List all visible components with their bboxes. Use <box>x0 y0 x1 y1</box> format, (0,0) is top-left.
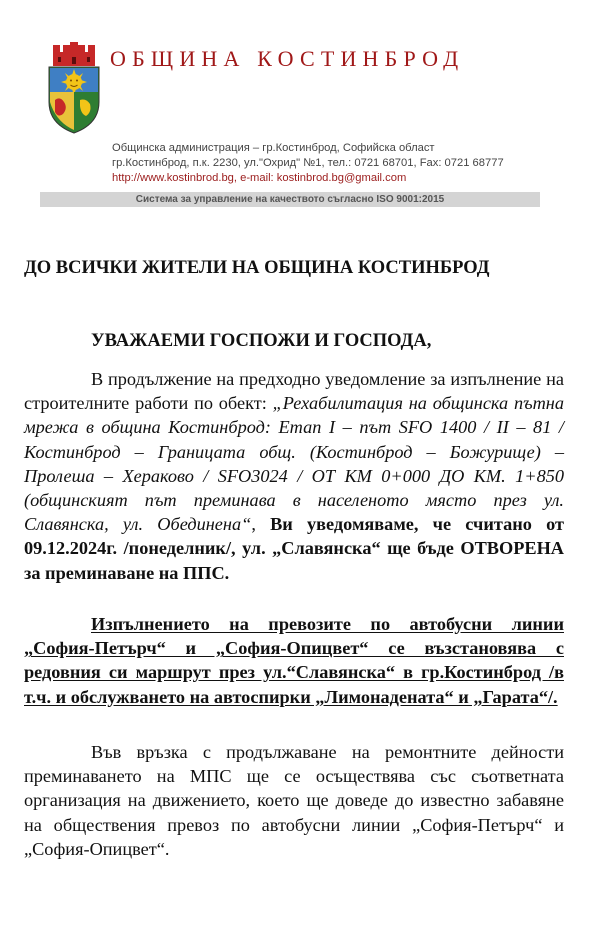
paragraph-intro: В продължение на предходно уведомление за изпълнение на строителните работи по обект: <box>24 369 564 414</box>
municipality-title: ОБЩИНА КОСТИНБРОД <box>110 46 465 71</box>
paragraph-bus-lines: Изпълнението на превозите по автобусни линии „София-Петърч“ и „София-Опицвет“ се възстановява с редовния си маршрут през ул.“Славянска“ в гр.Костинброд /в т.ч. и обслужването на автоспирки „Лимонадената“ и „Гарата“/. <box>24 614 564 707</box>
salutation: УВАЖАЕМИ ГОСПОЖИ И ГОСПОДА, <box>91 331 432 351</box>
address-line: Общинска администрация – гр.Костинброд, Софийска област <box>112 142 435 154</box>
project-object-name: „Рехабилитация на общинска пътна мрежа в община Костинброд: Етап I – път SFO 1400 / II – 81 / Костинброд – Границата общ. (Костинброд – Божурище) – Пролеша – Хераково / SFO3024 / ОТ КМ 0+000 ДО КМ. 1+850 (общинският път преминава в населеното място през ул. Славянска, ул. Обединена“ <box>24 393 564 535</box>
web-email-line[interactable]: http://www.kostinbrod.bg, e-mail: kostinbrod.bg@gmail.com <box>112 172 407 184</box>
reopening-notice: Ви уведомяваме, че считано от 09.12.2024г. /понеделник/, ул. „Славянска“ ще бъде ОТВОРЕНА за преминаване на ППС. <box>24 514 564 583</box>
paragraph-notice <box>24 367 564 585</box>
quality-system-text: Система за управление на качеството съгласно ISO 9001:2015 <box>135 194 445 205</box>
coat-of-arms-icon <box>46 42 102 134</box>
paragraph-repair-works: Във връзка с продължаване на ремонтните дейности преминаването на МПС ще се осъществява със съответната организация на движението, което ще доведе до известно забавяне на обществения превоз по автобусни линии „София-Петърч“ и „София-Опицвет“. <box>24 742 564 859</box>
addressee-heading: ДО ВСИЧКИ ЖИТЕЛИ НА ОБЩИНА КОСТИНБРОД <box>24 258 490 278</box>
address-contacts-line: гр.Костинброд, п.к. 2230, ул."Охрид" №1, тел.: 0721 68701, Fax: 0721 68777 <box>112 157 504 169</box>
quality-system-bar <box>40 192 540 207</box>
paragraph-comma: , <box>251 514 271 535</box>
